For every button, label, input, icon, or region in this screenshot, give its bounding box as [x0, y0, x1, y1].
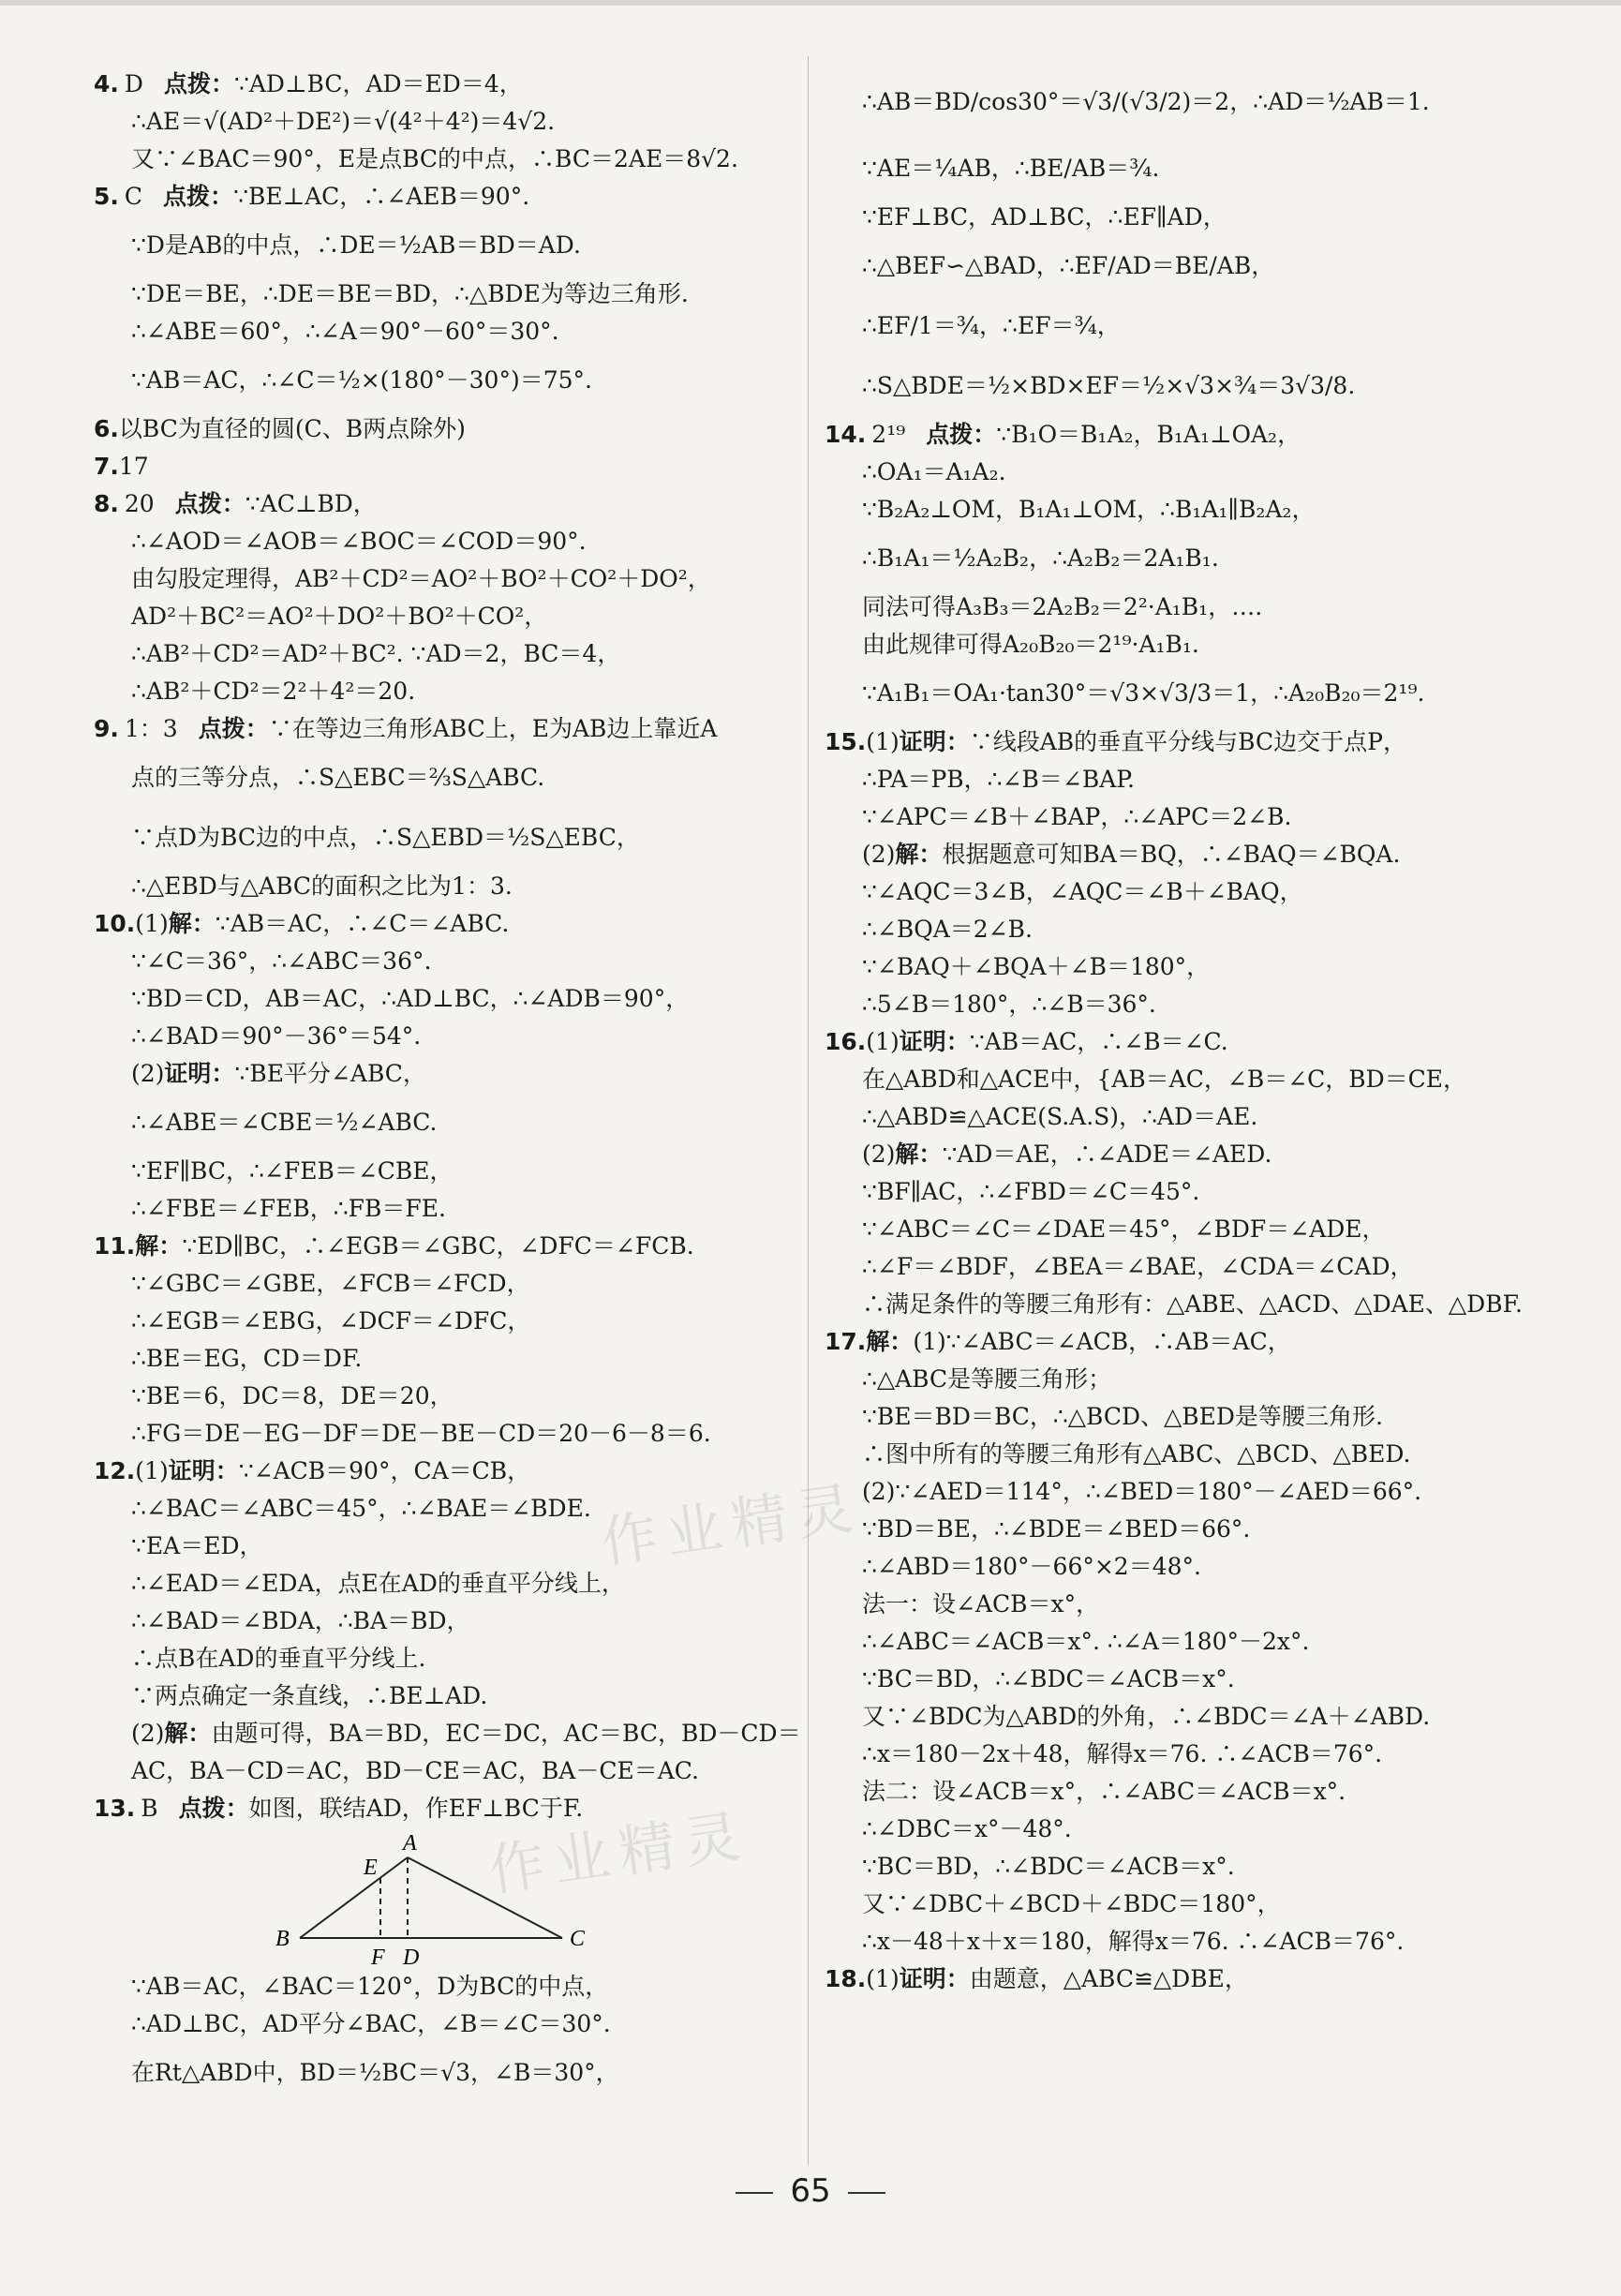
line-text: ∴∠FBE＝∠FEB，∴FB＝FE. [131, 1195, 446, 1222]
page-number-dash-left [736, 2192, 773, 2194]
question-number: 7. [94, 453, 119, 480]
solution-line [94, 1153, 787, 1190]
solution-line [94, 103, 787, 141]
solution-line [825, 1736, 1518, 1773]
page-number-dash-right [848, 2192, 885, 2194]
solution-line [94, 523, 787, 560]
line-text: ∵EA＝ED， [131, 1532, 263, 1559]
hint-tag: 解： [168, 910, 216, 937]
solution-line [94, 1228, 787, 1265]
line-text: ∵ED∥BC，∴∠EGB＝∠GBC，∠DFC＝∠FCB. [182, 1232, 694, 1260]
line-text: 以BC为直径的圆(C、B两点除外) [118, 415, 466, 442]
question-number: 9. [94, 715, 119, 742]
line-text: (1) [866, 1028, 900, 1055]
line-text: 由题可得，BA＝BD，EC＝DC，AC＝BC，BD－CD＝ [211, 1720, 801, 1747]
line-text: (2) [862, 1141, 896, 1168]
line-text: ∴FG＝DE－EG－DF＝DE－BE－CD＝20－6－8＝6. [131, 1420, 711, 1447]
solution-line [94, 943, 787, 980]
solution-line [825, 1848, 1518, 1886]
line-text: 根据题意可知BA＝BQ，∴∠BAQ＝∠BQA. [942, 841, 1401, 868]
question-number: 10. [94, 910, 136, 937]
solution-line [825, 1248, 1518, 1286]
line-text: 在△ABD和△ACE中，{AB＝AC，∠B＝∠C，BD＝CE， [862, 1066, 1467, 1093]
solution-line [94, 485, 787, 523]
solution-line [94, 1093, 787, 1153]
line-text: AC，BA－CD＝AC，BD－CE＝AC，BA－CE＝AC. [131, 1757, 699, 1784]
solution-line [825, 416, 1518, 454]
solution-line [825, 1023, 1518, 1061]
line-text: ∴BE＝EG，CD＝DF. [131, 1345, 363, 1372]
solution-line [825, 1961, 1518, 1998]
solution-line [94, 905, 787, 943]
solution-line [94, 1677, 787, 1715]
watermark: 作业精灵 [597, 1474, 867, 1577]
label-e: E [364, 1856, 378, 1880]
line-text: (1) [866, 728, 900, 755]
solution-line [94, 141, 787, 178]
line-text: ∴∠ABD＝180°－66°×2＝48°. [862, 1553, 1201, 1580]
line-text: 又∵∠DBC＋∠BCD＋∠BDC＝180°， [862, 1890, 1281, 1917]
question-number: 15. [825, 728, 867, 755]
question-number: 14. [825, 421, 867, 448]
solution-line [825, 1511, 1518, 1548]
hint-tag: 点拨： [198, 715, 269, 742]
question-number: 13. [94, 1795, 136, 1822]
left-column [94, 66, 801, 2103]
line-text: ∵AD⊥BC，AD＝ED＝4， [233, 70, 523, 97]
line-text: ∴满足条件的等腰三角形有：△ABE、△ACD、△DAE、△DBF. [862, 1290, 1523, 1318]
question-number: 18. [825, 1965, 867, 1992]
solution-line [825, 1811, 1518, 1848]
line-text: AD²＋BC²＝AO²＋DO²＋BO²＋CO²， [131, 603, 548, 630]
line-text: ∵AE＝¼AB，∴BE/AB＝¾. [862, 155, 1160, 182]
line-text: ∵∠GBC＝∠GBE，∠FCB＝∠FCD， [131, 1270, 530, 1297]
label-f: F [371, 1946, 385, 1968]
solution-line [94, 1265, 787, 1303]
question-number: 8. [94, 490, 119, 517]
solution-line [94, 1565, 787, 1603]
line-text: ∴∠BAD＝∠BDA，∴BA＝BD， [131, 1607, 470, 1634]
line-text: ∴∠EAD＝∠EDA，点E在AD的垂直平分线上， [131, 1570, 625, 1597]
solution-line [94, 1968, 787, 2005]
line-text: ∵AB＝AC，∴∠C＝∠ABC. [215, 910, 510, 937]
solution-line [94, 178, 787, 216]
line-text: ∵∠APC＝∠B＋∠BAP，∴∠APC＝2∠B. [862, 803, 1292, 830]
solution-line [825, 986, 1518, 1023]
solution-line [825, 139, 1518, 199]
solution-line [825, 296, 1518, 356]
solution-line [825, 873, 1518, 911]
solution-line [825, 911, 1518, 948]
line-text: (2) [131, 1720, 165, 1747]
line-text: ∵BE＝BD＝BC，∴△BCD、△BED是等腰三角形. [862, 1403, 1383, 1430]
solution-line [825, 454, 1518, 491]
line-text: ∵∠ABC＝∠C＝∠DAE＝45°，∠BDF＝∠ADE， [862, 1215, 1386, 1243]
line-text: ∴∠DBC＝x°－48°. [862, 1815, 1072, 1842]
solution-line [825, 1548, 1518, 1586]
line-text: ∴图中所有的等腰三角形有△ABC、△BCD、△BED. [862, 1440, 1411, 1468]
line-text: ∵BC＝BD，∴∠BDC＝∠ACB＝x°. [862, 1665, 1235, 1692]
line-text: ∴AD⊥BC，AD平分∠BAC，∠B＝∠C＝30°. [131, 2010, 611, 2037]
line-text: ∵EF∥BC，∴∠FEB＝∠CBE， [131, 1157, 454, 1185]
solution-line [825, 626, 1518, 663]
line-text: ∵AB＝AC，∠BAC＝120°，D为BC的中点， [131, 1973, 609, 2000]
right-column [825, 66, 1523, 1998]
answer: 2¹⁹ [871, 421, 906, 448]
solution-line [94, 1752, 787, 1790]
line-text: ∵EF⊥BC，AD⊥BC，∴EF∥AD， [862, 203, 1227, 231]
line-text: ∴AB²＋CD²＝AD²＋BC². ∵AD＝2，BC＝4， [131, 640, 621, 667]
line-text: ∵∠BAQ＋∠BQA＋∠B＝180°， [862, 953, 1211, 980]
solution-line [94, 1190, 787, 1228]
solution-line [825, 836, 1518, 873]
solution-line [825, 1923, 1518, 1961]
solution-line [825, 1698, 1518, 1736]
solution-line [94, 276, 787, 313]
line-text: ∴∠BAD＝90°－36°＝54°. [131, 1022, 422, 1050]
line-text: ∵BF∥AC，∴∠FBD＝∠C＝45°. [862, 1178, 1200, 1205]
solution-line [94, 1415, 787, 1453]
line-text: ∴∠BAC＝∠ABC＝45°，∴∠BAE＝∠BDE. [131, 1495, 591, 1522]
solution-line [94, 598, 787, 635]
solution-line [825, 199, 1518, 236]
line-text: ∴△EBD与△ABC的面积之比为1：3. [131, 872, 513, 900]
line-text: ∵AB＝AC，∴∠B＝∠C. [969, 1028, 1228, 1055]
line-text: ∴AB²＋CD²＝2²＋4²＝20. [131, 678, 416, 705]
line-text: (1) [866, 1965, 900, 1992]
line-text: ∵BC＝BD，∴∠BDC＝∠ACB＝x°. [862, 1853, 1235, 1880]
label-d: D [403, 1946, 420, 1968]
hint-tag: 解： [866, 1328, 914, 1355]
solution-line [825, 1061, 1518, 1098]
solution-line [825, 1211, 1518, 1248]
line-text: ∵∠C＝36°，∴∠ABC＝36°. [131, 947, 432, 975]
question-number: 16. [825, 1028, 867, 1055]
line-text: ∵D是AB的中点，∴DE＝½AB＝BD＝AD. [131, 231, 581, 259]
hint-tag: 解： [895, 1141, 943, 1168]
solution-line [94, 1603, 787, 1640]
line-text: 法二：设∠ACB＝x°，∴∠ABC＝∠ACB＝x°. [862, 1778, 1346, 1805]
solution-line [825, 1098, 1518, 1136]
answer: 20 [124, 490, 155, 517]
solution-line [94, 2005, 787, 2043]
hint-tag: 证明： [899, 728, 970, 755]
line-text: ∴∠ABC＝∠ACB＝x°. ∴∠A＝180°－2x°. [862, 1628, 1310, 1655]
line-text: 又∵∠BAC＝90°，E是点BC的中点，∴BC＝2AE＝8√2. [131, 145, 738, 172]
solution-line [94, 216, 787, 276]
solution-line [825, 1323, 1518, 1361]
solution-line [825, 1623, 1518, 1661]
page-number [0, 2172, 1621, 2210]
line-text: (2)∵∠AED＝114°，∴∠BED＝180°－∠AED＝66°. [862, 1478, 1422, 1505]
answer: B [141, 1795, 158, 1822]
hint-tag: 证明： [899, 1028, 970, 1055]
solution-line [825, 66, 1518, 139]
hint-tag: 解： [895, 841, 943, 868]
line-text: ∴∠AOD＝∠AOB＝∠BOC＝∠COD＝90°. [131, 528, 587, 555]
line-text: ∵B₂A₂⊥OM，B₁A₁⊥OM，∴B₁A₁∥B₂A₂， [862, 496, 1316, 523]
solution-line [94, 1715, 801, 1752]
solution-line [825, 1586, 1518, 1623]
solution-line [825, 1436, 1518, 1473]
solution-line [825, 1136, 1518, 1173]
line-text: ∵BE平分∠ABC， [234, 1060, 426, 1087]
line-text: ∵AC⊥BD， [245, 490, 377, 517]
solution-line [825, 1886, 1518, 1923]
solution-line [94, 1303, 787, 1340]
line-text: ∵线段AB的垂直平分线与BC边交于点P， [969, 728, 1406, 755]
question-number: 12. [94, 1457, 136, 1484]
hint-tag: 解： [135, 1232, 183, 1260]
solution-line [825, 1661, 1518, 1698]
line-text: ∴5∠B＝180°，∴∠B＝36°. [862, 991, 1156, 1018]
line-text: ∵BE＝6，DC＝8，DE＝20， [131, 1382, 454, 1409]
watermark: 作业精灵 [484, 1802, 754, 1905]
line-text: ∴∠F＝∠BDF，∠BEA＝∠BAE，∠CDA＝∠CAD， [862, 1253, 1414, 1280]
solution-line [825, 491, 1518, 529]
line-text: ∵A₁B₁＝OA₁·tan30°＝√3×√3/3＝1，∴A₂₀B₂₀＝2¹⁹. [862, 679, 1425, 707]
solution-line [94, 673, 787, 710]
line-text: ∴∠EGB＝∠EBG，∠DCF＝∠DFC， [131, 1307, 531, 1334]
line-text: (1)∵∠ABC＝∠ACB，∴AB＝AC， [913, 1328, 1291, 1355]
line-text: ∴x－48＋x＋x＝180，解得x＝76. ∴∠ACB＝76°. [862, 1928, 1405, 1955]
solution-line [94, 980, 787, 1018]
solution-line [94, 448, 787, 485]
solution-line [825, 948, 1518, 986]
question-number: 4. [94, 70, 119, 97]
question-number: 6. [94, 415, 119, 442]
answer: D [124, 70, 143, 97]
line-text: (1) [135, 910, 169, 937]
label-b: B [275, 1927, 290, 1951]
line-text: ∵BD＝BE，∴∠BDE＝∠BED＝66°. [862, 1515, 1251, 1543]
line-text: (1) [135, 1457, 169, 1484]
solution-line [825, 1286, 1523, 1323]
answer: C [124, 183, 143, 210]
solution-line [94, 313, 787, 350]
line-text: ∵DE＝BE，∴DE＝BE＝BD，∴△BDE为等边三角形. [131, 280, 689, 307]
line-text: ∴△ABD≌△ACE(S.A.S)，∴AD＝AE. [862, 1103, 1258, 1130]
line-text: 点的三等分点，∴S△EBC＝⅔S△ABC. [131, 764, 545, 791]
solution-line [94, 560, 787, 598]
solution-line [94, 635, 787, 673]
solution-line [825, 1773, 1518, 1811]
solution-line [825, 663, 1518, 723]
hint-tag: 点拨： [178, 1795, 249, 1822]
solution-line [94, 350, 787, 410]
line-text: 法一：设∠ACB＝x°， [862, 1590, 1100, 1618]
question-number: 17. [825, 1328, 867, 1355]
line-text: ∴S△BDE＝½×BD×EF＝½×√3×¾＝3√3/8. [862, 372, 1356, 399]
line-text: (2) [862, 841, 896, 868]
line-text: ∴△ABC是等腰三角形； [862, 1365, 1112, 1393]
hint-tag: 点拨： [174, 490, 245, 517]
solution-line [94, 1640, 787, 1677]
line-text: 由题意，△ABC≌△DBE， [969, 1965, 1248, 1992]
line-text: 由勾股定理得，AB²＋CD²＝AO²＋BO²＋CO²＋DO²， [131, 565, 711, 592]
hint-tag: 证明： [899, 1965, 970, 1992]
line-text: 由此规律可得A₂₀B₂₀＝2¹⁹·A₁B₁. [862, 631, 1199, 658]
line-text: ∵两点确定一条直线，∴BE⊥AD. [131, 1682, 488, 1709]
line-text: ∵AB＝AC，∴∠C＝½×(180°－30°)＝75°. [131, 366, 592, 394]
line-text: ∴∠BQA＝2∠B. [862, 916, 1033, 943]
solution-line [94, 1018, 787, 1055]
hint-tag: 点拨： [163, 183, 234, 210]
line-text: ∴x＝180－2x＋48，解得x＝76. ∴∠ACB＝76°. [862, 1740, 1383, 1767]
line-text: ∴AB＝BD/cos30°＝√3/(√3/2)＝2，∴AD＝½AB＝1. [862, 88, 1430, 115]
line-text: ∵AD＝AE，∴∠ADE＝∠AED. [942, 1141, 1272, 1168]
line-text: 在Rt△ABD中，BD＝½BC＝√3，∠B＝30°， [131, 2059, 619, 2086]
line-text: 如图，联结AD，作EF⊥BC于F. [248, 1795, 584, 1822]
line-text: ∴OA₁＝A₁A₂. [862, 458, 1006, 485]
solution-line [94, 1340, 787, 1378]
hint-tag: 证明： [168, 1457, 239, 1484]
column-divider [808, 56, 809, 2165]
solution-line [825, 1473, 1518, 1511]
solution-line [825, 529, 1518, 589]
solution-line [825, 798, 1518, 836]
solution-line [94, 710, 787, 748]
solution-line [825, 236, 1518, 296]
page-number-text: 65 [790, 2172, 831, 2210]
solution-line [825, 356, 1518, 416]
solution-line [94, 868, 787, 905]
solution-line [94, 66, 787, 103]
line-text: ∴∠ABE＝∠CBE＝½∠ABC. [131, 1109, 438, 1136]
solution-line [825, 761, 1518, 798]
line-text: ∵∠ACB＝90°，CA＝CB， [238, 1457, 531, 1484]
solution-line [94, 2043, 787, 2103]
solution-line [94, 1055, 787, 1093]
label-c: C [570, 1927, 586, 1951]
solution-line [825, 723, 1518, 761]
hint-tag: 证明： [164, 1060, 235, 1087]
line-text: ∴B₁A₁＝½A₂B₂，∴A₂B₂＝2A₁B₁. [862, 544, 1219, 572]
solution-line [94, 1378, 787, 1415]
line-text: ∵∠AQC＝3∠B，∠AQC＝∠B＋∠BAQ， [862, 878, 1303, 905]
solution-line [825, 1398, 1518, 1436]
hint-tag: 解： [164, 1720, 212, 1747]
question-number: 5. [94, 183, 119, 210]
solution-line [825, 1361, 1518, 1398]
label-a: A [403, 1831, 417, 1856]
line-text: 同法可得A₃B₃＝2A₂B₂＝2²·A₁B₁，…. [862, 593, 1263, 620]
solution-line [825, 589, 1518, 626]
solution-line [94, 748, 787, 808]
line-text: ∵BE⊥AC，∴∠AEB＝90°. [233, 183, 530, 210]
line-text: ∵B₁O＝B₁A₂，B₁A₁⊥OA₂， [996, 421, 1301, 448]
answer: 1：3 [124, 715, 178, 742]
line-text: ∵在等边三角形ABC上，E为AB边上靠近A [268, 715, 718, 742]
line-text: ∴点B在AD的垂直平分线上. [131, 1645, 426, 1672]
line-text: ∵点D为BC边的中点，∴S△EBD＝½S△EBC， [131, 824, 640, 851]
line-text: ∴AE＝√(AD²＋DE²)＝√(4²＋4²)＝4√2. [131, 108, 556, 135]
top-edge [0, 0, 1621, 6]
solution-line [94, 1453, 787, 1490]
solution-line [825, 1173, 1518, 1211]
solution-line [94, 410, 787, 448]
line-text: ∴△BEF∽△BAD，∴EF/AD＝BE/AB， [862, 252, 1275, 279]
solution-line [94, 808, 787, 868]
line-text: 又∵∠BDC为△ABD的外角，∴∠BDC＝∠A＋∠ABD. [862, 1703, 1431, 1730]
line-text: ∴EF/1＝¾，∴EF＝¾， [862, 312, 1121, 339]
hint-tag: 点拨： [163, 70, 234, 97]
line-text: ∵BD＝CD，AB＝AC，∴AD⊥BC，∴∠ADB＝90°， [131, 985, 690, 1012]
question-number: 11. [94, 1232, 136, 1260]
line-text: 17 [118, 453, 149, 480]
side-ba [300, 1857, 408, 1938]
line-text: ∴∠ABE＝60°，∴∠A＝90°－60°＝30°. [131, 318, 559, 345]
line-text: ∴PA＝PB，∴∠B＝∠BAP. [862, 766, 1135, 793]
line-text: (2) [131, 1060, 165, 1087]
hint-tag: 点拨： [926, 421, 997, 448]
